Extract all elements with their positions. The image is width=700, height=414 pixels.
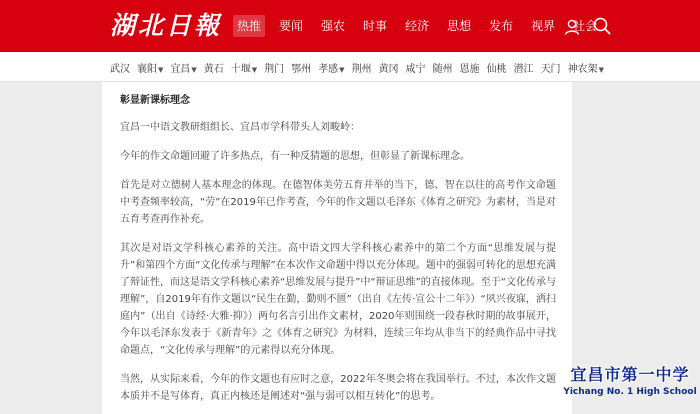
city-item[interactable] [264,60,284,75]
city-item[interactable] [110,60,130,75]
city-label: 潜江 [513,63,534,75]
nav-item[interactable]: 热推 [233,15,265,37]
city-label: 仙桃 [486,63,507,75]
dropdown-arrow-icon[interactable]: ▼ [339,65,345,74]
article-paragraph: 当然，从实际来看，今年的作文题也有应时之意，2022年冬奥会将在我国举行。不过，本次作文题本质并不是写体育，真正内核还是阐述对“强与弱可以相互转化”的思考。 [120,374,556,402]
city-item[interactable] [291,60,311,75]
city-label: 随州 [432,63,453,75]
city-label: 襄阳 [137,63,157,75]
city-label: 武汉 [110,63,130,75]
city-item[interactable] [514,60,534,75]
city-label: 孝感 [318,63,339,75]
city-item[interactable] [460,60,480,75]
city-item[interactable] [318,60,344,75]
nav-item[interactable]: 时事 [363,19,388,33]
city-item[interactable] [204,60,224,75]
city-label: 恩施 [459,63,480,75]
city-list [110,52,611,82]
article-paragraph: 宜昌一中语文教研组组长、宜昌市学科带头人刘畯岭： [120,122,360,133]
article-paragraph: 首先是对立德树人基本理念的体现。在德智体美劳五育并举的当下，德、智在以往的高考作文命题中考查频率较高，“劳”在2019年已作考查，今年的作文题以毛泽东《体育之研究》为素材，当是对五育考查再作补充。 [120,180,556,225]
city-item[interactable] [231,60,257,75]
main-nav [233,15,611,37]
city-label: 咸宁 [405,63,426,75]
nav-item[interactable]: 社会 [573,19,598,33]
city-item[interactable] [137,60,163,75]
city-item[interactable] [406,60,426,75]
article-body [102,82,572,414]
city-item[interactable] [541,60,561,75]
city-item[interactable] [487,60,507,75]
section-heading: 彰显新课标理念 [120,95,190,106]
city-item[interactable] [170,60,196,75]
city-label: 荆州 [351,63,372,75]
city-item[interactable] [433,60,453,75]
city-label: 黄石 [203,63,224,75]
article-paragraph: 其次是对语文学科核心素养的关注。高中语文四大学科核心素养中的第二个方面“思维发展与提升”和第四个方面“文化传承与理解”在本次作文命题中得以充分体现。题中的强弱可转化的思想充满了辩证性，而这是语文学科核心素养“思维发展与提升”中“辩证思维”的直接体现。至于“文化传承与理解”，自2019年有作文题以“民生在勤，勤则不匮”（出自《左传·宣公十二年》）“夙兴夜寐，洒扫庭内”（出自《诗经·大雅·抑》）两句名言引出作文素材，2020年则围绕一段春秋时期的故事展开，今年以毛泽东发表于《新青年》之《体育之研究》为材料，连续三年均从非当下的经典作品中寻找命题点，“文化传承与理解”的元素得以充分体现。 [120,243,556,356]
school-watermark [560,362,700,397]
city-label: 天门 [540,63,561,75]
watermark-cn: 宜昌市第一中学 [570,365,690,384]
city-label: 十堰 [230,63,251,75]
nav-item[interactable]: 思想 [447,19,472,33]
city-item[interactable] [352,60,372,75]
city-label: 神农架 [567,63,598,75]
user-icon[interactable] [563,18,581,36]
watermark-en: Yichang No. 1 High School [563,387,697,397]
nav-item[interactable]: 要闻 [279,19,304,33]
nav-item[interactable]: 视界 [531,19,556,33]
article-content [120,92,556,414]
dropdown-arrow-icon[interactable]: ▼ [191,65,197,74]
city-bar [0,52,700,82]
nav-item[interactable]: 发布 [489,19,514,33]
article-paragraph: 今年的作文命题回避了许多热点，有一种反猜题的思想，但彰显了新课标理念。 [120,151,470,162]
dropdown-arrow-icon[interactable]: ▼ [158,65,164,74]
city-label: 黄冈 [378,63,399,75]
dropdown-arrow-icon[interactable]: ▼ [251,65,258,74]
city-item[interactable] [568,60,604,75]
city-label: 宜昌 [170,63,191,75]
dropdown-arrow-icon[interactable]: ▼ [598,65,604,74]
top-header [0,0,700,52]
nav-item[interactable]: 强农 [321,19,346,33]
search-icon[interactable] [592,16,612,36]
site-logo[interactable]: 湖北日報 [110,11,223,40]
city-label: 荆门 [264,63,285,75]
nav-item[interactable]: 经济 [405,19,430,33]
city-label: 鄂州 [291,63,312,75]
city-item[interactable] [379,60,399,75]
